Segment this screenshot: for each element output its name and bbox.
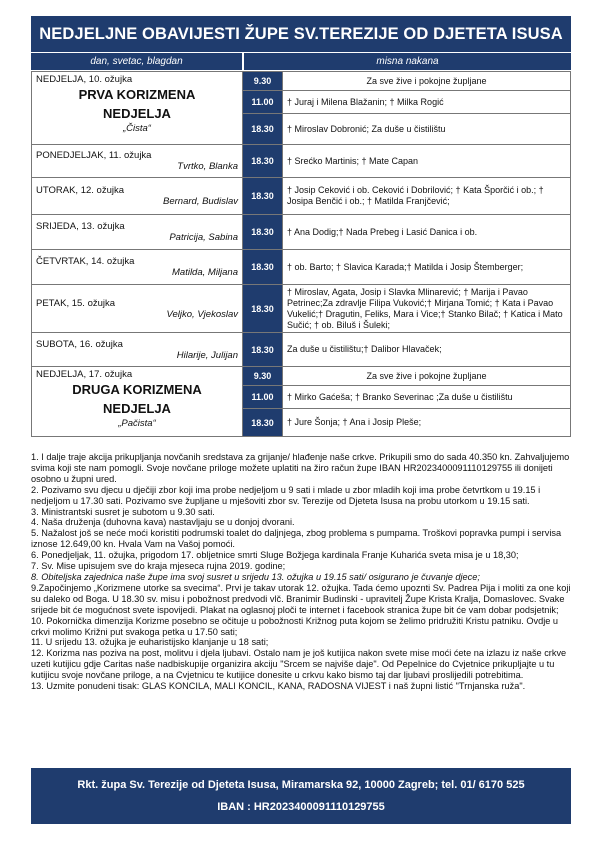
schedule-row: [32, 367, 571, 386]
day-cell: [32, 367, 243, 437]
day-saints: Patricija, Sabina: [169, 232, 238, 243]
mass-intention: † ob. Barto; † Slavica Karada;† Matilda i Josip Štemberger;: [283, 250, 571, 285]
day-date: UTORAK, 12. ožujka: [36, 185, 125, 196]
mass-time: 11.00: [243, 91, 283, 114]
day-date: SUBOTA, 16. ožujka: [36, 338, 123, 350]
schedule-row: [32, 333, 571, 367]
announcement-item: 6. Ponedjeljak, 11. ožujka, prigodom 17. obljetnice smrti Sluge Božjega kardinala Franje Kuharića sveta misa je u 18,30;: [31, 550, 519, 561]
announcements: [31, 452, 571, 692]
schedule-column-headers: [31, 53, 571, 70]
mass-time: 9.30: [243, 72, 283, 91]
mass-intention: † Srećko Martinis; † Mate Capan: [283, 145, 571, 178]
day-cell: [32, 333, 243, 367]
announcement-item: 1. I dalje traje akcija prikupljanja novčanih sredstava za grijanje/ hlađenje naše crkve. Prikupili smo do sada 40.350 kn. Zahvaljujemo svima koji ste nam pomogli. Svoje novčane priloge možete uplatiti na žiro račun župe IBAN HR2023400091110129755 ili donijeti osobno u župni ured.: [31, 452, 570, 484]
mass-time: 18.30: [243, 114, 283, 145]
parish-iban: IBAN : HR2023400091110129755: [217, 801, 385, 813]
day-cell: [32, 145, 243, 178]
day-saints: Tvrtko, Blanka: [177, 161, 238, 172]
mass-time: 18.30: [243, 145, 283, 178]
day-cell: [32, 215, 243, 250]
mass-time: 18.30: [243, 250, 283, 285]
mass-time: 18.30: [243, 215, 283, 250]
day-date: SRIJEDA, 13. ožujka: [36, 221, 125, 232]
announcement-item: 2. Pozivamo svu djecu u dječiji zbor koji ima probe nedjeljom u 9 sati i mlade u zbor mladih koji ima probe četvrtkom u 19.15 i nedjeljom u 17.30 sati. Pozivamo sve župljane u mješoviti zbor sv. Terezije od Djeteta Isusa na probu utorkom u 19.15 sati.: [31, 484, 541, 506]
page-title: NEDJELJNE OBAVIJESTI ŽUPE SV.TEREZIJE OD DJETETA ISUSA: [31, 16, 571, 52]
schedule-row: [32, 215, 571, 250]
mass-time: 18.30: [243, 285, 283, 333]
day-cell: [32, 285, 243, 333]
day-date: ČETVRTAK, 14. ožujka: [36, 256, 135, 267]
day-cell: [32, 178, 243, 215]
mass-time: 11.00: [243, 386, 283, 409]
day-date: PETAK, 15. ožujka: [36, 297, 116, 309]
announcement-item: 8. Obiteljska zajednica naše župe ima svoj susret u srijedu 13. ožujka u 19.15 sati/ osigurano je čuvanje djece;: [31, 571, 480, 582]
mass-intention: † Juraj i Milena Blažanin; † Milka Rogić: [283, 91, 571, 114]
mass-time: 9.30: [243, 367, 283, 386]
mass-intention: Za sve žive i pokojne župljane: [283, 72, 571, 91]
schedule-row: [32, 250, 571, 285]
announcement-item: 11. U srijedu 13. ožujka je euharistijsko klanjanje u 18 sati;: [31, 637, 269, 648]
mass-intention: Za duše u čistilištu;† Dalibor Hlavaček;: [283, 333, 571, 367]
announcement-item: 12. Korizma nas poziva na post, molitvu i djela ljubavi. Ostalo nam je još kutijica nakon svete mise moći ćete na izlazu iz naše crkve uzeti kutijicu gdje Caritas naše nadbiskupije organizira akciju "Srcem se najviše daje". Od Pepelnice do Cvjetnice prikupljajte u tu kutijicu svoje novčane priloge, a na Cvjetnicu te kutijice donesite u crkvu kako bismo taj dar ljubavi proslijedili potrebitima.: [31, 648, 567, 681]
column-header-day: dan, svetac, blagdan: [31, 53, 242, 70]
mass-intention: † Miroslav, Agata, Josip i Slavka Mlinarević; † Marija i Pavao Petrinec;Za zdravlje Filipa Vuković;† Mirjana Tomić; † Kata i Pavao Vukelić;† Dragutin, Feliks, Mara i Vice;† Stanko Bilač; † Katica i Mato Sučić; † ob. Biluš i Šuleki;: [283, 285, 571, 333]
parish-footer: [31, 768, 571, 824]
feast-title: PRVA KORIZMENA NEDJELJA: [78, 87, 196, 121]
day-date: PONEDJELJAK, 11. ožujka: [36, 150, 152, 161]
announcement-item: 7. Sv. Mise upisujem sve do kraja mjeseca rujna 2019. godine;: [31, 561, 286, 572]
announcement-item: 13. Uzmite ponudeni tisak: GLAS KONCILA, MALI KONCIL, KANA, RADOSNA VIJEST i naš župni listić "Trnjanska ruža".: [31, 681, 526, 692]
mass-intention: Za sve žive i pokojne župljane: [283, 367, 571, 386]
mass-time: 18.30: [243, 178, 283, 215]
schedule-row: [32, 145, 571, 178]
column-header-intention: misna nakana: [244, 53, 571, 70]
feast-title: DRUGA KORIZMENA NEDJELJA: [72, 382, 202, 416]
day-cell: [32, 250, 243, 285]
feast-subtitle: „Pačista“: [118, 418, 156, 429]
day-saints: Bernard, Budislav: [163, 196, 238, 207]
mass-schedule-table: [31, 71, 571, 437]
day-saints: Matilda, Miljana: [172, 267, 238, 278]
mass-intention: † Miroslav Dobronić; Za duše u čistilištu: [283, 114, 571, 145]
mass-time: 18.30: [243, 333, 283, 367]
day-cell: [32, 72, 243, 145]
mass-intention: † Ana Dodig;† Nada Prebeg i Lasić Danica i ob.: [283, 215, 571, 250]
day-saints: Veljko, Vjekoslav: [166, 308, 238, 320]
schedule-row: [32, 72, 571, 91]
announcement-item: 3. Ministrantski susret je subotom u 9.30 sati.: [31, 506, 215, 517]
announcement-item: 10. Pokornička dimenzija Korizme posebno se očituje u pobožnosti Križnog puta kojom se želimo pridružiti Kristu patniku. Ovdje u crkvi molimo Križni put svakoga petka u 17.50 sati;: [31, 615, 559, 637]
day-date: NEDJELJA, 10. ožujka: [36, 74, 133, 85]
schedule-row: [32, 285, 571, 333]
mass-intention: † Jure Šonja; † Ana i Josip Pleše;: [283, 409, 571, 437]
mass-intention: † Mirko Gaćeša; † Branko Severinac ;Za duše u čistilištu: [283, 386, 571, 409]
announcement-item: 9.Započinjemo „Korizmene utorke sa svecima“. Prvi je takav utorak 12. ožujka. Tada ćemo upoznti Sv. Padrea Pija i moliti za one koji su daleko od Boga. U 18.30 sv. misu i pobožnost predvodi vlč. Branimir Budinski - upravitelj Župe Krista Kralja, Domaslovec. Svake srijede bit će mogućnost svete ispovijedi. Plakat na oglasnoj ploči te internet i facebook stranica župe bit će vam dobar podsjetnik;: [31, 582, 571, 615]
day-date: NEDJELJA, 17. ožujka: [36, 369, 133, 380]
schedule-row: [32, 178, 571, 215]
parish-address: Rkt. župa Sv. Terezije od Djeteta Isusa, Miramarska 92, 10000 Zagreb; tel. 01/ 6170 525: [77, 779, 525, 791]
day-saints: Hilarije, Julijan: [176, 349, 238, 361]
feast-subtitle: „Čista“: [123, 123, 151, 134]
mass-intention: † Josip Ceković i ob. Ceković i Dobrilović; † Kata Šporčić i ob.; † Josipa Benčić i ob.; † Matilda Franjčević;: [283, 178, 571, 215]
announcement-item: 4. Naša druženja (duhovna kava) nastavljaju se u donjoj dvorani.: [31, 517, 295, 528]
mass-time: 18.30: [243, 409, 283, 437]
announcement-item: 5. Nažalost još se neće moći koristiti podrumski toalet do daljnjega, zbog problema s pumpama. Troškovi popravka pumpi i servisa iznose 12.649,00 kn. Hvala Vam na Vašoj pomoći.: [31, 528, 562, 550]
